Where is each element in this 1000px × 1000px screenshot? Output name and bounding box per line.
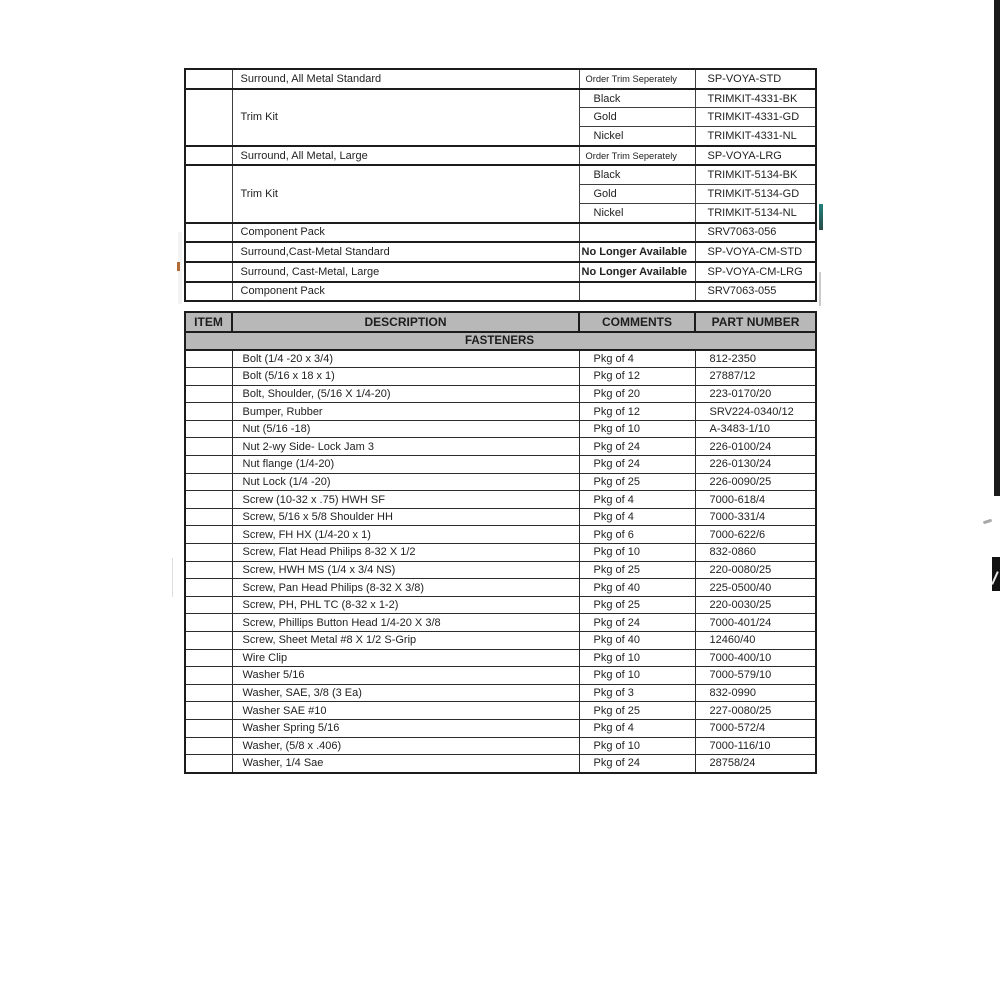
comment-cell: Pkg of 4: [579, 491, 695, 509]
item-cell: [185, 755, 232, 773]
item-cell: [185, 368, 232, 386]
fastener-row: [185, 385, 816, 403]
part-number-cell: 220-0030/25: [695, 596, 816, 614]
description-cell: Component Pack: [232, 282, 579, 302]
item-cell: [185, 223, 232, 243]
part-number-cell: SRV224-0340/12: [695, 403, 816, 421]
description-cell: Washer, SAE, 3/8 (3 Ea): [232, 684, 579, 702]
comment-cell: Pkg of 24: [579, 614, 695, 632]
comment-cell: Pkg of 3: [579, 684, 695, 702]
part-number-cell: 7000-618/4: [695, 491, 816, 509]
part-number-cell: 812-2350: [695, 350, 816, 368]
part-number-cell: 220-0080/25: [695, 561, 816, 579]
description-cell: Screw (10-32 x .75) HWH SF: [232, 491, 579, 509]
description-cell: Washer Spring 5/16: [232, 719, 579, 737]
comment-cell: Gold: [579, 185, 695, 204]
comment-cell: Pkg of 20: [579, 385, 695, 403]
part-number-cell: SP-VOYA-LRG: [695, 146, 816, 166]
part-number-cell: 7000-400/10: [695, 649, 816, 667]
comment-cell: Pkg of 25: [579, 702, 695, 720]
part-number-cell: TRIMKIT-5134-GD: [695, 185, 816, 204]
comment-cell: Pkg of 10: [579, 737, 695, 755]
comment-cell: No Longer Available: [579, 262, 695, 282]
part-number-cell: 226-0090/25: [695, 473, 816, 491]
fastener-row: [185, 596, 816, 614]
fastener-row: [185, 755, 816, 773]
description-cell: Trim Kit: [232, 165, 579, 222]
fastener-row: [185, 632, 816, 650]
comment-cell: Pkg of 40: [579, 632, 695, 650]
part-number-cell: SP-VOYA-CM-STD: [695, 242, 816, 262]
description-cell: Bolt, Shoulder, (5/16 X 1/4-20): [232, 385, 579, 403]
part-number-cell: SRV7063-055: [695, 282, 816, 302]
comment-cell: Gold: [579, 108, 695, 127]
part-number-cell: 7000-116/10: [695, 737, 816, 755]
comment-cell: Pkg of 4: [579, 719, 695, 737]
description-cell: Nut flange (1/4-20): [232, 456, 579, 474]
description-cell: Surround, All Metal, Large: [232, 146, 579, 166]
description-cell: Trim Kit: [232, 89, 579, 146]
upper-table-row: [185, 69, 816, 89]
item-cell: [185, 350, 232, 368]
item-cell: [185, 438, 232, 456]
part-number-cell: 223-0170/20: [695, 385, 816, 403]
comment-cell: Order Trim Seperately: [579, 146, 695, 166]
part-number-cell: SP-VOYA-CM-LRG: [695, 262, 816, 282]
fastener-row: [185, 473, 816, 491]
comment-cell: Nickel: [579, 203, 695, 222]
scan-artifact-black-block: [992, 557, 1000, 591]
part-number-cell: 12460/40: [695, 632, 816, 650]
comment-cell: Pkg of 25: [579, 473, 695, 491]
fastener-row: [185, 438, 816, 456]
item-cell: [185, 403, 232, 421]
fasteners-table: [184, 311, 817, 774]
description-cell: Screw, Pan Head Philips (8-32 X 3/8): [232, 579, 579, 597]
comment-cell: Black: [579, 89, 695, 108]
part-number-cell: 7000-622/6: [695, 526, 816, 544]
part-number-cell: 7000-401/24: [695, 614, 816, 632]
fastener-row: [185, 737, 816, 755]
fastener-row: [185, 702, 816, 720]
description-cell: Washer SAE #10: [232, 702, 579, 720]
part-number-cell: 227-0080/25: [695, 702, 816, 720]
fastener-row: [185, 420, 816, 438]
item-cell: [185, 262, 232, 282]
fastener-row: [185, 579, 816, 597]
comment-cell: Pkg of 10: [579, 667, 695, 685]
upper-table-row: [185, 262, 816, 282]
fastener-row: [185, 719, 816, 737]
scan-artifact-black-bar: [994, 0, 1000, 496]
description-cell: Surround,Cast-Metal Standard: [232, 242, 579, 262]
item-cell: [185, 89, 232, 146]
item-cell: [185, 282, 232, 302]
part-number-cell: TRIMKIT-4331-GD: [695, 108, 816, 127]
scan-artifact-gray-line: [819, 272, 821, 306]
comment-cell: Pkg of 10: [579, 544, 695, 562]
part-number-cell: TRIMKIT-5134-NL: [695, 203, 816, 222]
section-header-label: FASTENERS: [185, 332, 816, 350]
part-number-cell: TRIMKIT-5134-BK: [695, 165, 816, 184]
item-cell: [185, 146, 232, 166]
column-header-comments: COMMENTS: [579, 312, 695, 332]
upper-table-row: [185, 282, 816, 302]
fastener-row: [185, 491, 816, 509]
comment-cell: Pkg of 40: [579, 579, 695, 597]
part-number-cell: TRIMKIT-4331-BK: [695, 89, 816, 108]
item-cell: [185, 420, 232, 438]
comment-cell: Pkg of 24: [579, 438, 695, 456]
description-cell: Nut 2-wy Side- Lock Jam 3: [232, 438, 579, 456]
column-header-item: ITEM: [185, 312, 232, 332]
item-cell: [185, 508, 232, 526]
description-cell: Screw, Phillips Button Head 1/4-20 X 3/8: [232, 614, 579, 632]
comment-cell: Black: [579, 165, 695, 184]
column-header-part-number: PART NUMBER: [695, 312, 816, 332]
item-cell: [185, 242, 232, 262]
description-cell: Bolt (1/4 -20 x 3/4): [232, 350, 579, 368]
comment-cell: Pkg of 10: [579, 420, 695, 438]
part-number-cell: 832-0990: [695, 684, 816, 702]
item-cell: [185, 561, 232, 579]
item-cell: [185, 667, 232, 685]
part-number-cell: 7000-331/4: [695, 508, 816, 526]
item-cell: [185, 649, 232, 667]
item-cell: [185, 456, 232, 474]
upper-parts-table: [184, 68, 817, 302]
item-cell: [185, 614, 232, 632]
description-cell: Component Pack: [232, 223, 579, 243]
upper-table-row: [185, 89, 816, 108]
description-cell: Surround, Cast-Metal, Large: [232, 262, 579, 282]
part-number-cell: 832-0860: [695, 544, 816, 562]
description-cell: Washer, 1/4 Sae: [232, 755, 579, 773]
comment-cell: Pkg of 24: [579, 755, 695, 773]
description-cell: Surround, All Metal Standard: [232, 69, 579, 89]
comment-cell: Pkg of 10: [579, 649, 695, 667]
fastener-row: [185, 508, 816, 526]
description-cell: Screw, Sheet Metal #8 X 1/2 S-Grip: [232, 632, 579, 650]
item-cell: [185, 385, 232, 403]
fastener-row: [185, 649, 816, 667]
item-cell: [185, 473, 232, 491]
description-cell: Washer, (5/8 x .406): [232, 737, 579, 755]
comment-cell: Nickel: [579, 127, 695, 146]
description-cell: Nut Lock (1/4 -20): [232, 473, 579, 491]
comment-cell: Pkg of 4: [579, 508, 695, 526]
item-cell: [185, 702, 232, 720]
fastener-row: [185, 350, 816, 368]
upper-table-row: [185, 146, 816, 166]
item-cell: [185, 579, 232, 597]
item-cell: [185, 544, 232, 562]
comment-cell: Pkg of 12: [579, 368, 695, 386]
comment-cell: Pkg of 6: [579, 526, 695, 544]
upper-table-row: [185, 165, 816, 184]
comment-cell: Order Trim Seperately: [579, 69, 695, 89]
fastener-row: [185, 614, 816, 632]
scan-artifact-teal-dash: [819, 204, 823, 230]
fastener-row: [185, 456, 816, 474]
description-cell: Screw, FH HX (1/4-20 x 1): [232, 526, 579, 544]
upper-table-row: [185, 223, 816, 243]
part-number-cell: 7000-572/4: [695, 719, 816, 737]
comment-cell: [579, 223, 695, 243]
section-header-row: [185, 332, 816, 350]
fastener-row: [185, 684, 816, 702]
fastener-row: [185, 667, 816, 685]
part-number-cell: 226-0130/24: [695, 456, 816, 474]
comment-cell: Pkg of 24: [579, 456, 695, 474]
comment-cell: Pkg of 4: [579, 350, 695, 368]
part-number-cell: 7000-579/10: [695, 667, 816, 685]
item-cell: [185, 596, 232, 614]
part-number-cell: SRV7063-056: [695, 223, 816, 243]
description-cell: Screw, 5/16 x 5/8 Shoulder HH: [232, 508, 579, 526]
item-cell: [185, 684, 232, 702]
upper-parts-table-wrap: [184, 68, 817, 302]
part-number-cell: TRIMKIT-4331-NL: [695, 127, 816, 146]
comment-cell: [579, 282, 695, 302]
item-cell: [185, 526, 232, 544]
part-number-cell: 28758/24: [695, 755, 816, 773]
item-cell: [185, 491, 232, 509]
item-cell: [185, 719, 232, 737]
scan-artifact-faint-line: [172, 558, 173, 597]
part-number-cell: 27887/12: [695, 368, 816, 386]
part-number-cell: SP-VOYA-STD: [695, 69, 816, 89]
scan-artifact-gray-squiggle: [983, 519, 992, 525]
column-header-row: [185, 312, 816, 332]
part-number-cell: 225-0500/40: [695, 579, 816, 597]
description-cell: Bolt (5/16 x 18 x 1): [232, 368, 579, 386]
upper-parts-table-body: [185, 69, 816, 301]
fasteners-table-wrap: [184, 311, 817, 774]
upper-table-row: [185, 242, 816, 262]
item-cell: [185, 632, 232, 650]
fasteners-table-body: [185, 350, 816, 773]
part-number-cell: A-3483-1/10: [695, 420, 816, 438]
description-cell: Screw, PH, PHL TC (8-32 x 1-2): [232, 596, 579, 614]
item-cell: [185, 165, 232, 222]
description-cell: Washer 5/16: [232, 667, 579, 685]
scan-artifact-orange-dash: [177, 262, 180, 271]
item-cell: [185, 737, 232, 755]
fastener-row: [185, 544, 816, 562]
part-number-cell: 226-0100/24: [695, 438, 816, 456]
fastener-row: [185, 403, 816, 421]
item-cell: [185, 69, 232, 89]
comment-cell: Pkg of 25: [579, 561, 695, 579]
fastener-row: [185, 368, 816, 386]
comment-cell: Pkg of 25: [579, 596, 695, 614]
fastener-row: [185, 526, 816, 544]
description-cell: Wire Clip: [232, 649, 579, 667]
description-cell: Bumper, Rubber: [232, 403, 579, 421]
description-cell: Nut (5/16 -18): [232, 420, 579, 438]
fastener-row: [185, 561, 816, 579]
comment-cell: No Longer Available: [579, 242, 695, 262]
description-cell: Screw, Flat Head Philips 8-32 X 1/2: [232, 544, 579, 562]
column-header-description: DESCRIPTION: [232, 312, 579, 332]
description-cell: Screw, HWH MS (1/4 x 3/4 NS): [232, 561, 579, 579]
comment-cell: Pkg of 12: [579, 403, 695, 421]
